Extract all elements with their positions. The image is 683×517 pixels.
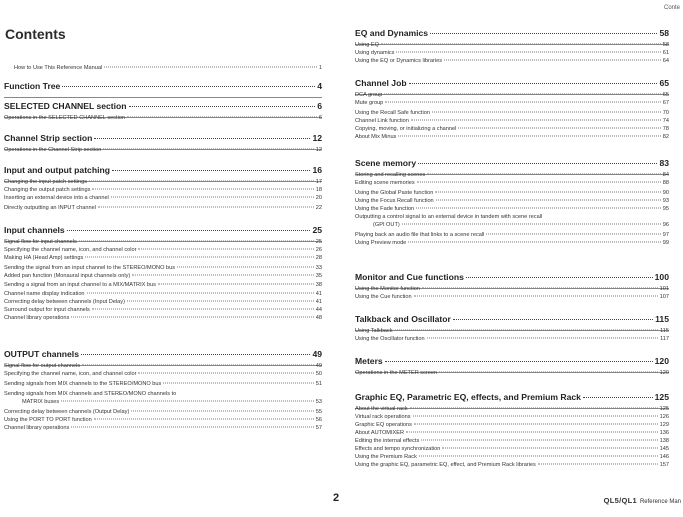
toc-entry[interactable] — [4, 282, 322, 289]
section-page: 12 — [312, 133, 322, 143]
entry-title: Using the Fade function — [355, 206, 415, 212]
entry-page: 93 — [662, 198, 669, 204]
entry-page: 22 — [315, 205, 322, 211]
dot-leader — [62, 86, 315, 87]
entry-page: 44 — [315, 307, 322, 313]
entry-page: 78 — [662, 126, 669, 132]
entry-title: Using the Monitor function — [355, 286, 420, 292]
toc-section-heading[interactable] — [355, 78, 669, 92]
dot-leader — [94, 419, 314, 420]
entry-page: 49 — [315, 363, 322, 369]
dot-leader — [177, 267, 314, 268]
toc-entry[interactable] — [4, 147, 322, 154]
toc-entry[interactable] — [4, 371, 322, 378]
dot-leader — [384, 94, 660, 95]
toc-entry[interactable] — [355, 430, 669, 437]
toc-entry[interactable] — [355, 110, 669, 117]
entry-page: 65 — [662, 92, 669, 98]
entry-title: Signal flow for input channels — [4, 239, 77, 245]
entry-page: 145 — [659, 446, 669, 452]
entry-page: 70 — [662, 110, 669, 116]
entry-title: Channel library operations — [4, 425, 70, 431]
entry-title: Added pan function (Monaural input channels only) — [4, 273, 131, 279]
entry-page: 129 — [659, 422, 669, 428]
dot-leader — [138, 373, 313, 374]
page-title: Contents — [5, 26, 66, 42]
section-page: 58 — [659, 28, 669, 38]
toc-entry[interactable] — [355, 414, 669, 421]
section-page: 115 — [655, 314, 669, 324]
entry-page: 20 — [315, 195, 322, 201]
entry-page: 117 — [660, 336, 669, 342]
toc-entry[interactable] — [355, 172, 669, 179]
entry-page: 125 — [659, 406, 669, 412]
entry-title: Sending a signal from an input channel to a MIX/MATRIX bus — [4, 282, 156, 288]
dot-leader — [98, 207, 314, 208]
dot-leader — [138, 249, 313, 250]
entry-title: Sending signals from MIX channels and STEREO/MONO channels to — [4, 391, 177, 397]
dot-leader — [411, 120, 661, 121]
toc-section-heading[interactable] — [4, 81, 322, 95]
toc-entry[interactable] — [14, 65, 322, 72]
dot-leader — [409, 83, 658, 84]
dot-leader — [111, 197, 314, 198]
dot-leader — [453, 319, 653, 320]
dot-leader — [444, 60, 661, 61]
entry-title: Channel name display indication — [4, 291, 85, 297]
entry-title: Surround output for input channels — [4, 307, 90, 313]
entry-page: 120 — [659, 370, 669, 376]
entry-title: Using Talkback — [355, 328, 393, 334]
entry-page: 67 — [662, 100, 669, 106]
entry-title: Editing scene memories — [355, 180, 415, 186]
page-number: 2 — [333, 492, 340, 504]
entry-title: Operations in the METER screen — [355, 370, 438, 376]
dot-leader — [583, 397, 653, 398]
entry-title: Changing the input patch settings — [4, 179, 88, 185]
footer-brand — [604, 496, 681, 505]
toc-entry[interactable] — [355, 92, 669, 99]
entry-page: 84 — [662, 172, 669, 178]
section-page: 125 — [654, 392, 669, 402]
entry-title: Inserting an external device into a channel — [4, 195, 109, 201]
toc-section-heading[interactable] — [355, 314, 669, 328]
entry-title: Operations in the SELECTED CHANNEL section — [4, 115, 126, 121]
entry-page: 61 — [662, 50, 669, 56]
dot-leader — [132, 275, 314, 276]
toc-entry[interactable] — [4, 315, 322, 322]
dot-leader — [81, 354, 310, 355]
section-page: 83 — [659, 158, 669, 168]
entry-page: 138 — [659, 438, 669, 444]
entry-title: Sending signals from MIX channels to the STEREO/MONO bus — [4, 381, 162, 387]
section-title: Meters — [355, 356, 383, 366]
toc-entry[interactable] — [355, 214, 669, 221]
entry-page: 96 — [662, 222, 669, 228]
entry-title: Specifying the channel name, icon, and channel color — [4, 247, 137, 253]
dot-leader — [421, 440, 657, 441]
dot-leader — [94, 138, 310, 139]
entry-page: 6 — [318, 115, 322, 121]
toc-entry[interactable] — [355, 58, 669, 65]
entry-title: Using the Global Paste function — [355, 190, 434, 196]
entry-page: 74 — [662, 118, 669, 124]
toc-section-heading[interactable] — [4, 225, 322, 239]
toc-entry[interactable] — [355, 438, 669, 445]
dot-leader — [396, 52, 660, 53]
entry-page: 17 — [315, 179, 322, 185]
dot-leader — [402, 224, 661, 225]
entry-title: Correcting delay between channels (Input Delay) — [4, 299, 125, 305]
dot-leader — [61, 401, 314, 402]
entry-title: Using dynamics — [355, 50, 395, 56]
entry-title: Making HA (Head Amp) settings — [4, 255, 84, 261]
entry-page: 18 — [315, 187, 322, 193]
entry-title: Graphic EQ operations — [355, 422, 412, 428]
toc-entry[interactable] — [355, 198, 669, 205]
entry-title: Mute group — [355, 100, 384, 106]
section-title: OUTPUT channels — [4, 349, 79, 359]
toc-entry[interactable] — [355, 180, 669, 187]
toc-entry[interactable] — [355, 446, 669, 453]
entry-page: 41 — [315, 299, 322, 305]
entry-title: Changing the output patch settings — [4, 187, 91, 193]
entry-title: Effects and tempo synchronization — [355, 446, 441, 452]
toc-section-heading[interactable] — [4, 349, 322, 363]
dot-leader — [416, 208, 661, 209]
entry-title: Using the Recall Safe function — [355, 110, 430, 116]
dot-leader — [414, 296, 658, 297]
entry-title: Outputting a control signal to an external device in tandem with scene recall — [355, 214, 543, 220]
toc-entry[interactable] — [355, 370, 669, 377]
entry-title: About the virtual rack — [355, 406, 408, 412]
entry-page: 146 — [659, 454, 669, 460]
section-title: EQ and Dynamics — [355, 28, 429, 38]
entry-title: Channel Link function — [355, 118, 409, 124]
section-title: Monitor and Cue functions — [355, 272, 464, 282]
dot-leader — [163, 383, 313, 384]
toc-entry[interactable] — [4, 195, 322, 202]
entry-page: 101 — [659, 286, 669, 292]
toc-section-heading[interactable] — [355, 158, 669, 172]
dot-leader — [436, 200, 661, 201]
dot-leader — [442, 448, 657, 449]
entry-page: 38 — [315, 282, 322, 288]
toc-entry[interactable] — [4, 255, 322, 262]
dot-leader — [112, 170, 310, 171]
entry-title: About AUTOMIXER — [355, 430, 405, 436]
toc-entry[interactable] — [4, 205, 322, 212]
entry-page: 55 — [315, 409, 322, 415]
dot-leader — [127, 117, 317, 118]
entry-title: About Mix Minus — [355, 134, 397, 140]
entry-page: 56 — [315, 417, 322, 423]
section-rule — [4, 97, 322, 98]
toc-entry[interactable] — [4, 179, 322, 186]
entry-page: 50 — [315, 371, 322, 377]
dot-leader — [395, 330, 659, 331]
toc-entry[interactable] — [355, 462, 669, 469]
toc-entry[interactable] — [355, 336, 669, 343]
toc-entry[interactable] — [355, 294, 669, 301]
toc-section-heading[interactable] — [4, 165, 322, 179]
toc-entry[interactable] — [4, 265, 322, 272]
entry-title: Using the graphic EQ, parametric EQ, effect, and Premium Rack libraries — [355, 462, 536, 468]
entry-title: Directly outputting an INPUT channel — [4, 205, 96, 211]
toc-entry[interactable] — [355, 328, 669, 335]
entry-title: Copying, moving, or initializing a channel — [355, 126, 457, 132]
dot-leader — [417, 182, 661, 183]
dot-leader — [439, 372, 658, 373]
section-page: 4 — [317, 81, 322, 91]
dot-leader — [458, 128, 660, 129]
entry-page: 115 — [660, 328, 669, 334]
toc-entry[interactable] — [4, 187, 322, 194]
toc-entry[interactable] — [355, 240, 669, 247]
toc-entry[interactable] — [4, 291, 322, 298]
section-page: 25 — [312, 225, 322, 235]
dot-leader — [408, 242, 660, 243]
dot-leader — [413, 416, 658, 417]
dot-leader — [430, 33, 657, 34]
dot-leader — [435, 192, 660, 193]
entry-page: 58 — [662, 42, 669, 48]
dot-leader — [89, 181, 314, 182]
toc-entry[interactable] — [4, 425, 322, 432]
dot-leader — [158, 284, 314, 285]
section-title: Scene memory — [355, 158, 417, 168]
dot-leader — [422, 288, 658, 289]
dot-leader — [419, 456, 658, 457]
section-page: 49 — [312, 349, 322, 359]
entry-title: Using the Focus Recall function — [355, 198, 434, 204]
entry-page: 97 — [662, 232, 669, 238]
dot-leader — [432, 112, 661, 113]
dot-leader — [427, 338, 658, 339]
entry-page: 25 — [315, 239, 322, 245]
entry-title: Using the PORT TO PORT function — [4, 417, 92, 423]
toc-entry[interactable] — [4, 239, 322, 246]
entry-title: Editing the internal effects — [355, 438, 420, 444]
footer-label: Reference Man — [639, 499, 681, 505]
dot-leader — [79, 241, 314, 242]
entry-title: Using the Oscillator function — [355, 336, 425, 342]
entry-title: Operations in the Channel Strip section — [4, 147, 102, 153]
dot-leader — [466, 277, 653, 278]
dot-leader — [418, 163, 657, 164]
toc-entry[interactable] — [4, 417, 322, 424]
dot-leader — [104, 67, 317, 68]
toc-entry[interactable] — [4, 273, 322, 280]
toc-entry[interactable] — [355, 286, 669, 293]
entry-page: 51 — [315, 381, 322, 387]
toc-section-heading[interactable] — [355, 272, 669, 286]
dot-leader — [85, 257, 313, 258]
section-title: Input and output patching — [4, 165, 110, 175]
toc-entry[interactable] — [355, 406, 669, 413]
dot-leader — [414, 424, 658, 425]
toc-entry[interactable] — [355, 206, 669, 213]
toc-section-heading[interactable] — [355, 28, 669, 42]
toc-entry[interactable] — [355, 100, 669, 107]
toc-entry[interactable] — [355, 232, 669, 239]
toc-entry[interactable] — [4, 307, 322, 314]
section-page: 120 — [654, 356, 669, 366]
entry-title: Using the Premium Rack — [355, 454, 417, 460]
entry-title: How to Use This Reference Manual — [14, 65, 103, 71]
section-page: 65 — [659, 78, 669, 88]
toc-section-heading[interactable] — [355, 392, 669, 406]
dot-leader — [92, 309, 314, 310]
toc-entry[interactable] — [4, 299, 322, 306]
toc-entry[interactable] — [355, 190, 669, 197]
dot-leader — [406, 432, 658, 433]
entry-title: Sending the signal from an input channel to the STEREO/MONO bus — [4, 265, 176, 271]
entry-page: 48 — [315, 315, 322, 321]
toc-section-heading[interactable] — [4, 101, 322, 115]
running-header: Conte — [663, 5, 680, 11]
entry-page: 64 — [662, 58, 669, 64]
section-title: Graphic EQ, Parametric EQ, effects, and Premium Rack — [355, 392, 581, 402]
toc-entry[interactable] — [355, 42, 669, 49]
section-title: Function Tree — [4, 81, 61, 91]
toc-entry[interactable] — [4, 409, 322, 416]
toc-entry[interactable] — [4, 363, 322, 370]
entry-page: 82 — [662, 134, 669, 140]
toc-section-heading[interactable] — [4, 133, 322, 147]
toc-entry[interactable] — [355, 126, 669, 133]
toc-entry[interactable] — [355, 454, 669, 461]
dot-leader — [427, 174, 660, 175]
entry-page: 12 — [315, 147, 322, 153]
entry-title: Specifying the channel name, icon, and channel color — [4, 371, 137, 377]
entry-title: Using EQ — [355, 42, 379, 48]
toc-entry-continued[interactable] — [22, 399, 322, 406]
entry-page: 26 — [315, 247, 322, 253]
toc-entry[interactable] — [355, 422, 669, 429]
entry-title: Storing and recalling scenes — [355, 172, 426, 178]
section-page: 100 — [654, 272, 669, 282]
toc-entry[interactable] — [4, 115, 322, 122]
dot-leader — [71, 317, 313, 318]
entry-page: 90 — [662, 190, 669, 196]
dot-leader — [385, 102, 660, 103]
section-title: Channel Job — [355, 78, 407, 88]
entry-page: 53 — [315, 399, 322, 405]
toc-entry[interactable] — [4, 391, 322, 398]
section-title: SELECTED CHANNEL section — [4, 101, 127, 111]
entry-title: Using Preview mode — [355, 240, 407, 246]
entry-page: 57 — [315, 425, 322, 431]
dot-leader — [385, 361, 653, 362]
entry-page: 99 — [662, 240, 669, 246]
brand-logo: QL5/QL1 — [603, 496, 637, 505]
dot-leader — [82, 365, 314, 366]
dot-leader — [131, 411, 313, 412]
entry-title: Correcting delay between channels (Output Delay) — [4, 409, 130, 415]
entry-title: Using the Cue function — [355, 294, 412, 300]
entry-page: 33 — [315, 265, 322, 271]
dot-leader — [87, 293, 314, 294]
section-title: Channel Strip section — [4, 133, 93, 143]
toc-section-heading[interactable] — [355, 356, 669, 370]
entry-title: Channel library operations — [4, 315, 70, 321]
dot-leader — [410, 408, 658, 409]
toc-entry[interactable] — [4, 381, 322, 388]
dot-leader — [67, 230, 311, 231]
entry-title-cont: MATRIX buses — [22, 399, 60, 405]
toc-entry[interactable] — [355, 134, 669, 141]
entry-title: Using the EQ or Dynamics libraries — [355, 58, 443, 64]
entry-title: Virtual rack operations — [355, 414, 411, 420]
entry-title: Playing back an audio file that links to a scene recall — [355, 232, 485, 238]
entry-title-cont: (GPI OUT) — [373, 222, 400, 228]
section-page: 16 — [312, 165, 322, 175]
entry-page: 28 — [315, 255, 322, 261]
dot-leader — [103, 149, 313, 150]
dot-leader — [486, 234, 660, 235]
toc-entry[interactable] — [355, 50, 669, 57]
entry-page: 126 — [659, 414, 669, 420]
entry-page: 1 — [318, 65, 322, 71]
dot-leader — [129, 106, 316, 107]
section-title: Input channels — [4, 225, 65, 235]
section-title: Talkback and Oscillator — [355, 314, 451, 324]
dot-leader — [127, 301, 314, 302]
entry-page: 157 — [659, 462, 669, 468]
dot-leader — [92, 189, 313, 190]
entry-title: Signal flow for output channels — [4, 363, 81, 369]
entry-page: 136 — [659, 430, 669, 436]
entry-title: DCA group — [355, 92, 383, 98]
toc-entry[interactable] — [355, 118, 669, 125]
dot-leader — [538, 464, 658, 465]
section-page: 6 — [317, 101, 322, 111]
entry-page: 35 — [315, 273, 322, 279]
toc-entry-continued[interactable] — [373, 222, 669, 229]
dot-leader — [71, 427, 313, 428]
entry-page: 88 — [662, 180, 669, 186]
entry-page: 95 — [662, 206, 669, 212]
entry-page: 41 — [315, 291, 322, 297]
dot-leader — [381, 44, 661, 45]
entry-page: 107 — [659, 294, 669, 300]
dot-leader — [398, 136, 660, 137]
toc-entry[interactable] — [4, 247, 322, 254]
